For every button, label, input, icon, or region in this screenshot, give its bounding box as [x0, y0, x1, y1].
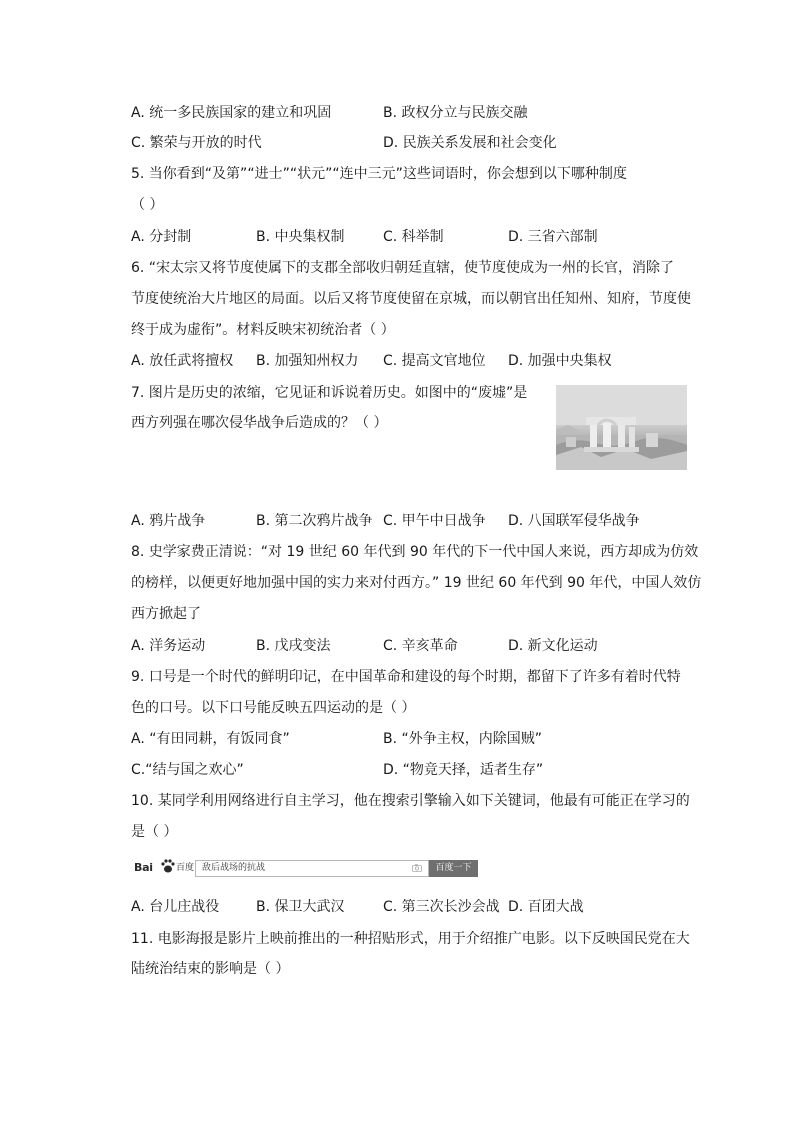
q6-option-c: C. 提高文官地位 [383, 353, 486, 369]
q10-option-b: B. 保卫大武汉 [256, 899, 345, 915]
q8-stem-line1: 8. 史学家费正清说：“对 19 世纪 60 年代到 90 年代的下一代中国人来说，西方却成为仿效 [131, 544, 699, 560]
q9-option-c: C.“结与国之欢心” [131, 762, 244, 778]
q10-option-c: C. 第三次长沙会战 [383, 899, 500, 915]
q7-option-c: C. 甲午中日战争 [383, 513, 486, 529]
q11-stem-line1: 11. 电影海报是影片上映前推出的一种招贴形式，用于介绍推广电影。以下反映国民党在大 [131, 931, 690, 947]
q7-stem-line1: 7. 图片是历史的浓缩，它见证和诉说着历史。如图中的“废墟”是 [131, 385, 528, 401]
q7-option-d: D. 八国联军侵华战争 [508, 513, 640, 529]
q7-option-b: B. 第二次鸦片战争 [256, 513, 373, 529]
camera-icon[interactable] [412, 864, 422, 872]
q4-option-a: A. 统一多民族国家的建立和巩固 [131, 105, 332, 121]
q8-option-c: C. 辛亥革命 [383, 638, 458, 654]
baidu-search-bar [134, 858, 480, 880]
search-query: 敌后战场的抗战 [202, 863, 266, 873]
ruins-illustration [556, 385, 687, 470]
q7-option-a: A. 鸦片战争 [131, 513, 206, 529]
q6-stem-line1: 6. “宋太宗又将节度使属下的支郡全部收归朝廷直辖，使节度使成为一州的长官，消除了 [131, 260, 675, 276]
q6-stem-line2: 节度使统治大片地区的局面。以后又将节度使留在京城，而以朝官出任知州、知府，节度使 [131, 291, 691, 307]
q4-option-c: C. 繁荣与开放的时代 [131, 135, 262, 151]
q6-option-b: B. 加强知州权力 [256, 353, 359, 369]
q6-option-a: A. 放任武将擅权 [131, 353, 234, 369]
baidu-paw-icon [160, 858, 176, 874]
search-input[interactable] [195, 860, 429, 877]
q8-stem-line3: 西方掀起了 [131, 606, 201, 622]
q8-option-b: B. 戊戌变法 [256, 638, 331, 654]
q11-stem-line2: 陆统治结束的影响是（ ） [131, 961, 290, 977]
ruins-photo [556, 385, 687, 470]
q5-option-b: B. 中央集权制 [256, 229, 345, 245]
q8-option-a: A. 洋务运动 [131, 638, 206, 654]
q10-stem-line2: 是（ ） [131, 824, 178, 840]
q5-option-a: A. 分封制 [131, 229, 192, 245]
q9-stem-line2: 色的口号。以下口号能反映五四运动的是（ ） [131, 700, 416, 716]
q4-option-b: B. 政权分立与民族交融 [383, 105, 528, 121]
q5-stem-line1: 5. 当你看到“及第”“进士”“状元”“连中三元”这些词语时，你会想到以下哪种制度 [131, 166, 627, 182]
search-button[interactable]: 百度一下 [429, 860, 478, 877]
baidu-logo-text: Bai [134, 861, 153, 874]
q10-option-a: A. 台儿庄战役 [131, 899, 220, 915]
q5-stem-line2: （ ） [131, 197, 164, 213]
q6-stem-line3: 终于成为虚衔”。材料反映宋初统治者（ ） [131, 322, 395, 338]
q10-option-d: D. 百团大战 [508, 899, 584, 915]
q5-option-c: C. 科举制 [383, 229, 444, 245]
q5-option-d: D. 三省六部制 [508, 229, 598, 245]
q8-stem-line2: 的榜样，以便更好地加强中国的实力来对付西方。” 19 世纪 60 年代到 90 年代，中国人效仿 [131, 575, 702, 591]
q7-stem-line2: 西方列强在哪次侵华战争后造成的？（ ） [131, 415, 388, 431]
q10-stem-line1: 10. 某同学利用网络进行自主学习，他在搜索引擎输入如下关键词，他最有可能正在学习的 [131, 793, 690, 809]
q9-stem-line1: 9. 口号是一个时代的鲜明印记，在中国革命和建设的每个时期，都留下了许多有着时代特 [131, 669, 681, 685]
q6-option-d: D. 加强中央集权 [508, 353, 612, 369]
baidu-logo-cn: 百度 [176, 863, 195, 873]
q9-option-d: D. “物竞天择，适者生存” [383, 762, 544, 778]
q4-option-d: D. 民族关系发展和社会变化 [383, 135, 557, 151]
q8-option-d: D. 新文化运动 [508, 638, 598, 654]
q9-option-b: B. “外争主权，内除国贼” [383, 731, 543, 747]
q9-option-a: A. “有田同耕，有饭同食” [131, 731, 290, 747]
